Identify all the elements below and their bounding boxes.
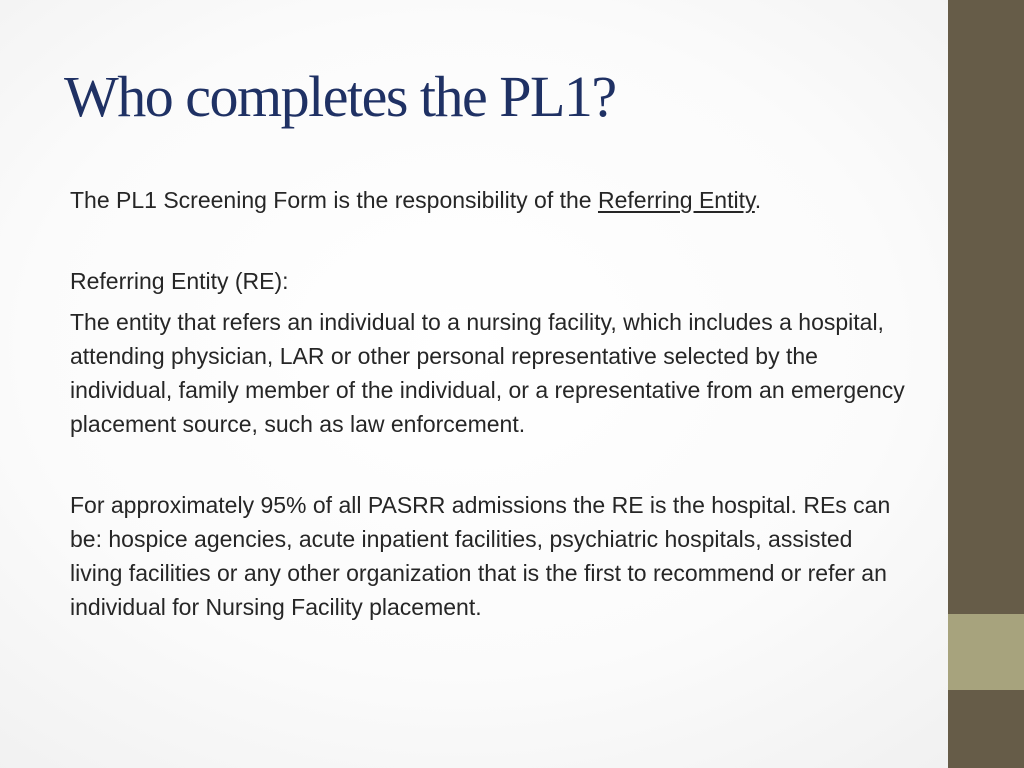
re-heading: Referring Entity (RE): xyxy=(70,268,289,294)
intro-suffix: . xyxy=(754,187,762,213)
intro-paragraph xyxy=(70,183,910,217)
statistics-paragraph: For approximately 95% of all PASRR admissions the RE is the hospital. REs can be: hospice agencies, acute inpatient facilities, psychiatric hospitals, assisted living facilities or any other organization that is the first to recommend or refer an individual for Nursing Facility placement. xyxy=(70,492,891,620)
slide-body xyxy=(70,183,910,624)
sidebar-accent-block xyxy=(948,614,1024,690)
re-definition: The entity that refers an individual to a nursing facility, which includes a hospital, attending physician, LAR or other personal representative selected by the individual, family member of the individual, or a representative from an emergency placement source, such as law enforcement. xyxy=(70,309,905,437)
intro-prefix: The PL1 Screening Form is the responsibility of the xyxy=(70,187,598,213)
slide-title: Who completes the PL1? xyxy=(64,64,616,129)
referring-entity-link[interactable]: Referring Entity xyxy=(597,187,755,213)
